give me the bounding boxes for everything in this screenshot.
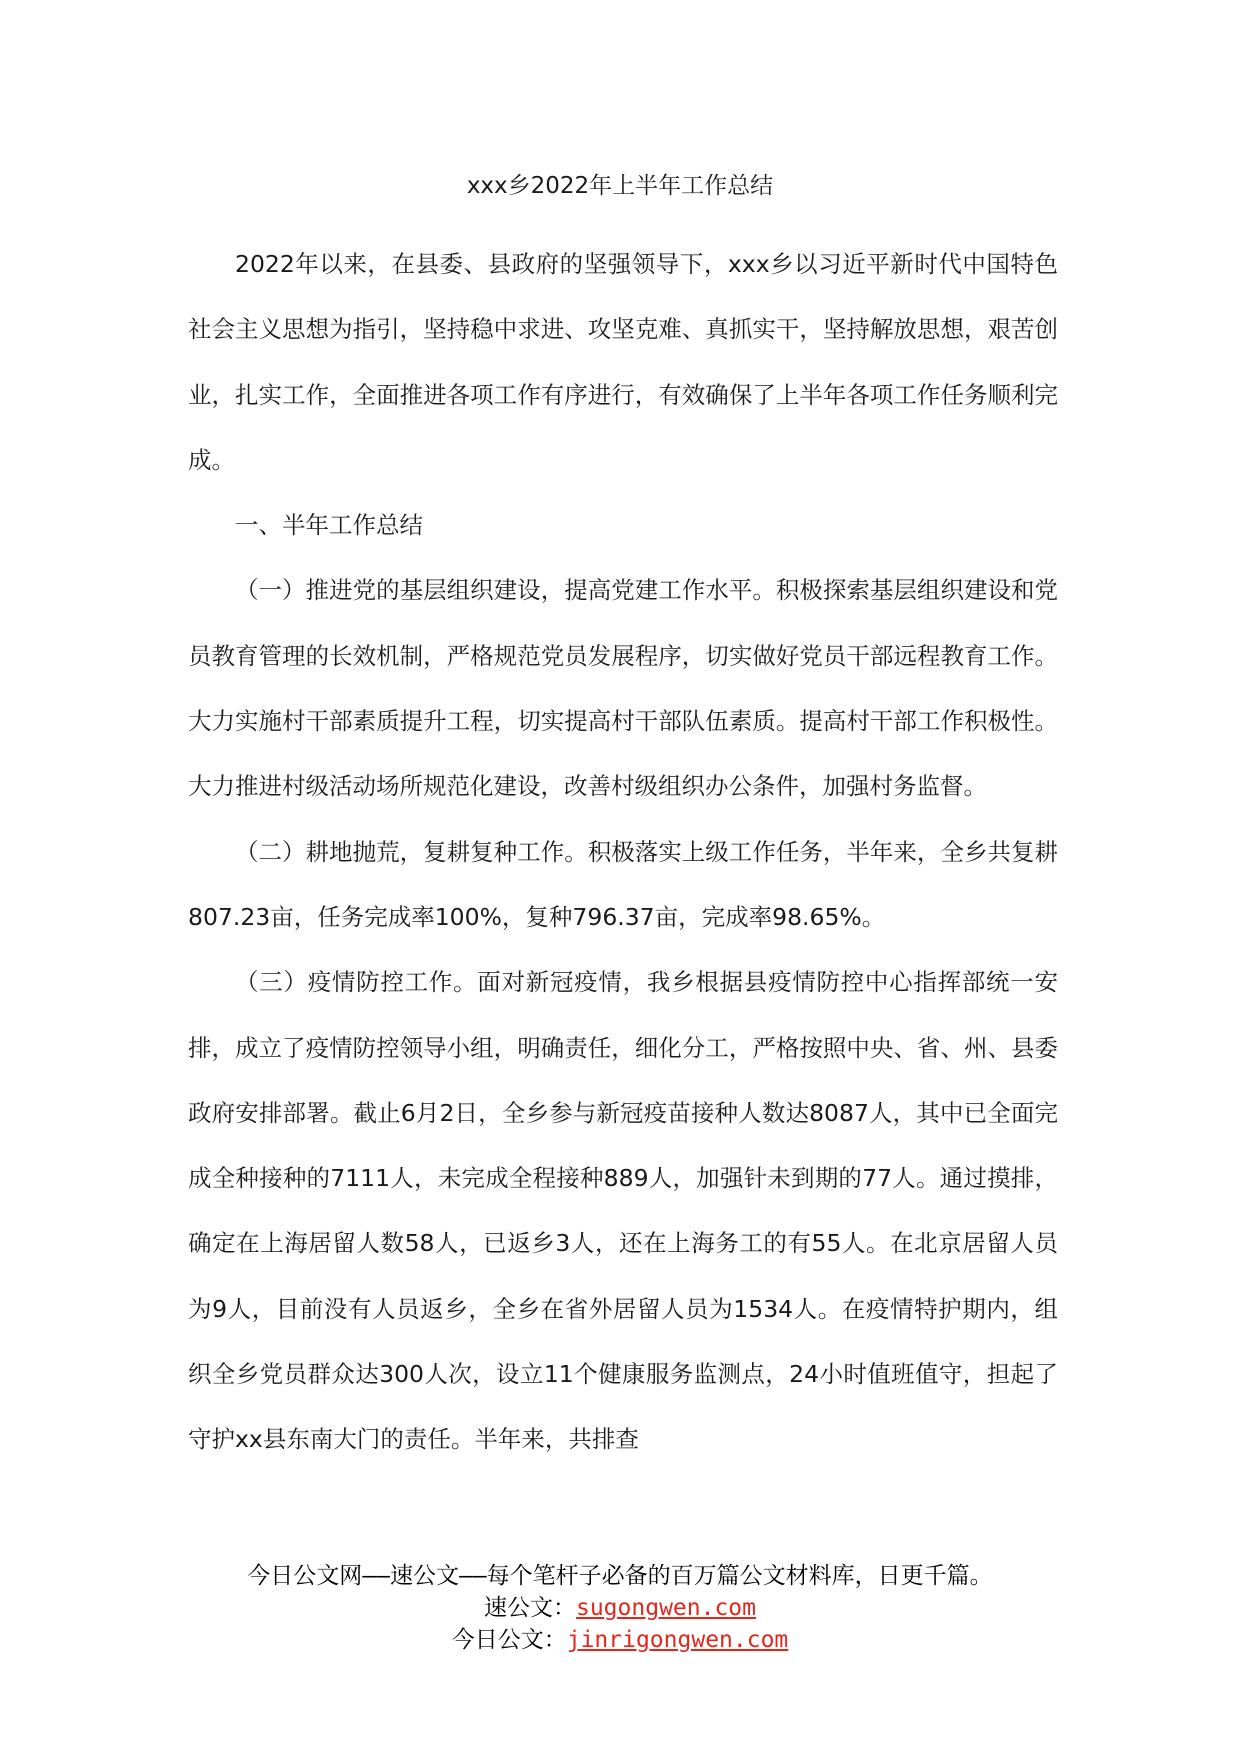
paragraph-intro: 2022年以来，在县委、县政府的坚强领导下，xxx乡以习近平新时代中国特色社会主义思想为指引，坚持稳中求进、攻坚克难、真抓实干，坚持解放思想，艰苦创业，扎实工作，全面推进各项工作有序进行，有效确保了上半年各项工作任务顺利完成。 bbox=[188, 250, 1058, 474]
jinrigongwen-link[interactable]: jinrigongwen.com bbox=[566, 1627, 789, 1653]
footer-sugongwen-label: 速公文： bbox=[483, 1595, 576, 1621]
footer-jinrigongwen bbox=[0, 1624, 1240, 1656]
paragraph-farmland: （二）耕地抛荒，复耕复种工作。积极落实上级工作任务，半年来，全乡共复耕807.23亩，任务完成率100%，复种796.37亩，完成率98.65%。 bbox=[188, 837, 1058, 931]
footer-slogan: 今日公文网——速公文——每个笔杆子必备的百万篇公文材料库，日更千篇。 bbox=[247, 1563, 993, 1589]
footer-sugongwen bbox=[0, 1592, 1240, 1624]
paragraph-party-building: （一）推进党的基层组织建设，提高党建工作水平。积极探索基层组织建设和党员教育管理的长效机制，严格规范党员发展程序，切实做好党员干部远程教育工作。大力实施村干部素质提升工程，切实提高村干部队伍素质。提高村干部工作积极性。大力推进村级活动场所规范化建设，改善村级组织办公条件，加强村务监督。 bbox=[188, 576, 1058, 801]
document-body bbox=[188, 232, 1058, 1473]
section-heading-summary: 一、半年工作总结 bbox=[235, 511, 423, 540]
footer bbox=[0, 1560, 1240, 1656]
sugongwen-link[interactable]: sugongwen.com bbox=[575, 1595, 756, 1621]
paragraph-epidemic: （三）疫情防控工作。面对新冠疫情，我乡根据县疫情防控中心指挥部统一安排，成立了疫情防控领导小组，明确责任，细化分工，严格按照中央、省、州、县委政府安排部署。截止6月2日，全乡参与新冠疫苗接种人数达8087人，其中已全面完成全种接种的7111人，未完成全程接种889人，加强针未到期的77人。通过摸排，确定在上海居留人数58人，已返乡3人，还在上海务工的有55人。在北京居留人员为9人，目前没有人员返乡，全乡在省外居留人员为1534人。在疫情特护期内，组织全乡党员群众达300人次，设立11个健康服务监测点，24小时值班值守，担起了守护xx县东南大门的责任。半年来，共排查 bbox=[188, 968, 1058, 1454]
footer-jinrigongwen-label: 今日公文： bbox=[451, 1627, 567, 1653]
document-title: xxx乡2022年上半年工作总结 bbox=[466, 173, 774, 199]
